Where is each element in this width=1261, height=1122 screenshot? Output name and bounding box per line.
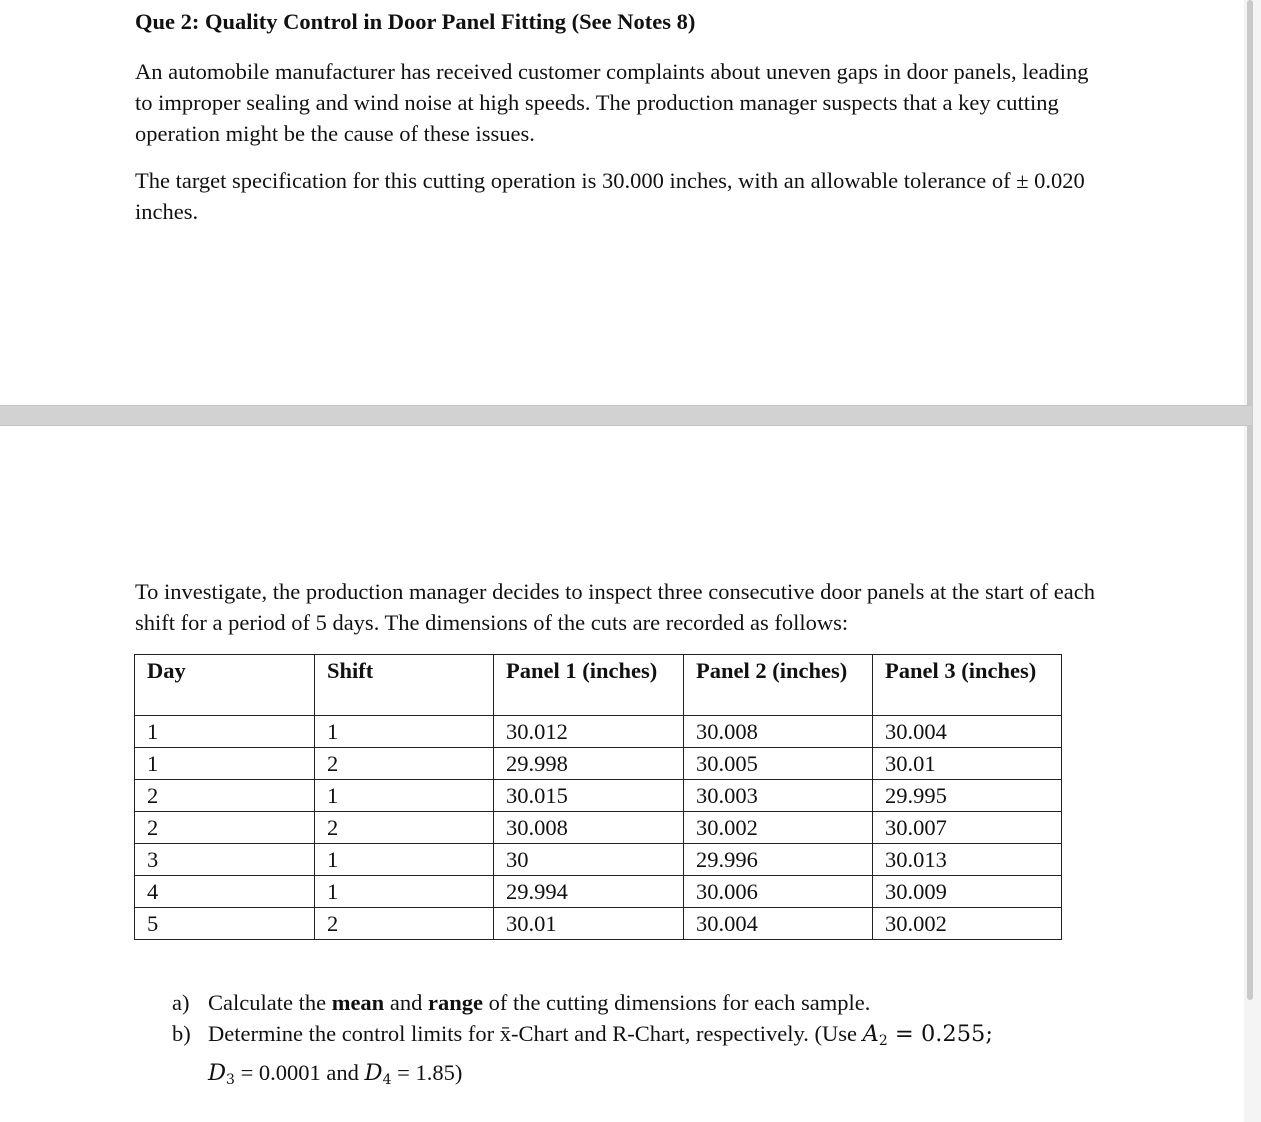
task-b — [172, 1018, 1088, 1096]
cell-day: 1 — [135, 716, 315, 748]
document-page-2 — [0, 426, 1244, 1122]
table-row — [135, 780, 1062, 812]
cell-shift: 1 — [315, 780, 494, 812]
table-row — [135, 908, 1062, 940]
cell-panel-2: 30.004 — [684, 908, 873, 940]
task-b-pre: Determine the control limits for x̄-Chart and R-Chart, respectively. (Use — [208, 1021, 863, 1046]
task-a-mid: and — [384, 990, 428, 1015]
cell-panel-1: 30.008 — [494, 812, 684, 844]
task-list — [172, 987, 1088, 1096]
d3-value: = 0.0001 and — [234, 1060, 365, 1085]
task-a-post: of the cutting dimensions for each sample. — [482, 990, 871, 1015]
cell-panel-3: 30.004 — [873, 716, 1062, 748]
table-row — [135, 876, 1062, 908]
task-b-text — [208, 1018, 1088, 1096]
scrollbar-thumb[interactable] — [1247, 0, 1253, 1000]
cell-panel-3: 30.002 — [873, 908, 1062, 940]
task-a-pre: Calculate the — [208, 990, 332, 1015]
cell-shift: 2 — [315, 748, 494, 780]
a2-subscript: 2 — [878, 1033, 888, 1049]
cell-day: 3 — [135, 844, 315, 876]
task-a-range: range — [427, 990, 483, 1015]
task-a-label: a) — [172, 990, 190, 1015]
table-row — [135, 716, 1062, 748]
cell-panel-2: 29.996 — [684, 844, 873, 876]
cell-day: 1 — [135, 748, 315, 780]
vertical-scrollbar[interactable] — [1244, 0, 1261, 1122]
table-header-row — [135, 655, 1062, 716]
cell-panel-1: 30.015 — [494, 780, 684, 812]
cell-shift: 2 — [315, 812, 494, 844]
d4-value: = 1.85) — [391, 1060, 463, 1085]
cell-panel-1: 30 — [494, 844, 684, 876]
table-row — [135, 812, 1062, 844]
cell-panel-3: 29.995 — [873, 780, 1062, 812]
cell-panel-2: 30.006 — [684, 876, 873, 908]
cell-panel-3: 30.007 — [873, 812, 1062, 844]
task-a-text — [208, 987, 1088, 1018]
cell-panel-2: 30.005 — [684, 748, 873, 780]
task-a — [172, 987, 1088, 1018]
cell-day: 2 — [135, 780, 315, 812]
cell-shift: 1 — [315, 716, 494, 748]
header-day: Day — [135, 655, 315, 716]
cell-day: 5 — [135, 908, 315, 940]
cell-panel-2: 30.003 — [684, 780, 873, 812]
header-panel-2: Panel 2 (inches) — [684, 655, 873, 716]
cell-panel-3: 30.01 — [873, 748, 1062, 780]
investigate-paragraph: To investigate, the production manager decides to inspect three consecutive door panels at the start of each shift for a period of 5 days. The dimensions of the cuts are recorded as follows: — [135, 579, 1095, 635]
cell-panel-1: 29.994 — [494, 876, 684, 908]
a2-symbol: A — [862, 1021, 879, 1047]
d4-subscript: 4 — [382, 1072, 392, 1088]
d3-subscript: 3 — [226, 1072, 235, 1088]
measurements-table — [134, 654, 1062, 940]
task-a-mean: mean — [331, 990, 385, 1015]
cell-panel-2: 30.008 — [684, 716, 873, 748]
intro-paragraph: An automobile manufacturer has received customer complaints about uneven gaps in door panels, leading to improper sealing and wind noise at high speeds. The production manager suspects that a key cutting operation might be the cause of these issues. — [135, 59, 1089, 146]
table-row — [135, 748, 1062, 780]
header-panel-1: Panel 1 (inches) — [494, 655, 684, 716]
cell-panel-3: 30.009 — [873, 876, 1062, 908]
cell-panel-2: 30.002 — [684, 812, 873, 844]
header-shift: Shift — [315, 655, 494, 716]
cell-panel-1: 29.998 — [494, 748, 684, 780]
cell-day: 2 — [135, 812, 315, 844]
question-title: Que 2: Quality Control in Door Panel Fitting (See Notes 8) — [135, 9, 696, 34]
d3-symbol: D — [208, 1060, 227, 1086]
cell-day: 4 — [135, 876, 315, 908]
cell-shift: 1 — [315, 876, 494, 908]
page-break — [0, 405, 1252, 426]
cell-shift: 2 — [315, 908, 494, 940]
cell-panel-1: 30.01 — [494, 908, 684, 940]
cell-panel-3: 30.013 — [873, 844, 1062, 876]
target-paragraph: The target specification for this cutting operation is 30.000 inches, with an allowable tolerance of ± 0.020 inches. — [135, 168, 1085, 224]
a2-value: = 0.255; — [887, 1021, 993, 1047]
header-panel-3: Panel 3 (inches) — [873, 655, 1062, 716]
task-b-label: b) — [172, 1021, 191, 1046]
table-row — [135, 844, 1062, 876]
cell-panel-1: 30.012 — [494, 716, 684, 748]
document-page-1 — [0, 0, 1244, 405]
cell-shift: 1 — [315, 844, 494, 876]
d4-symbol: D — [364, 1060, 383, 1086]
